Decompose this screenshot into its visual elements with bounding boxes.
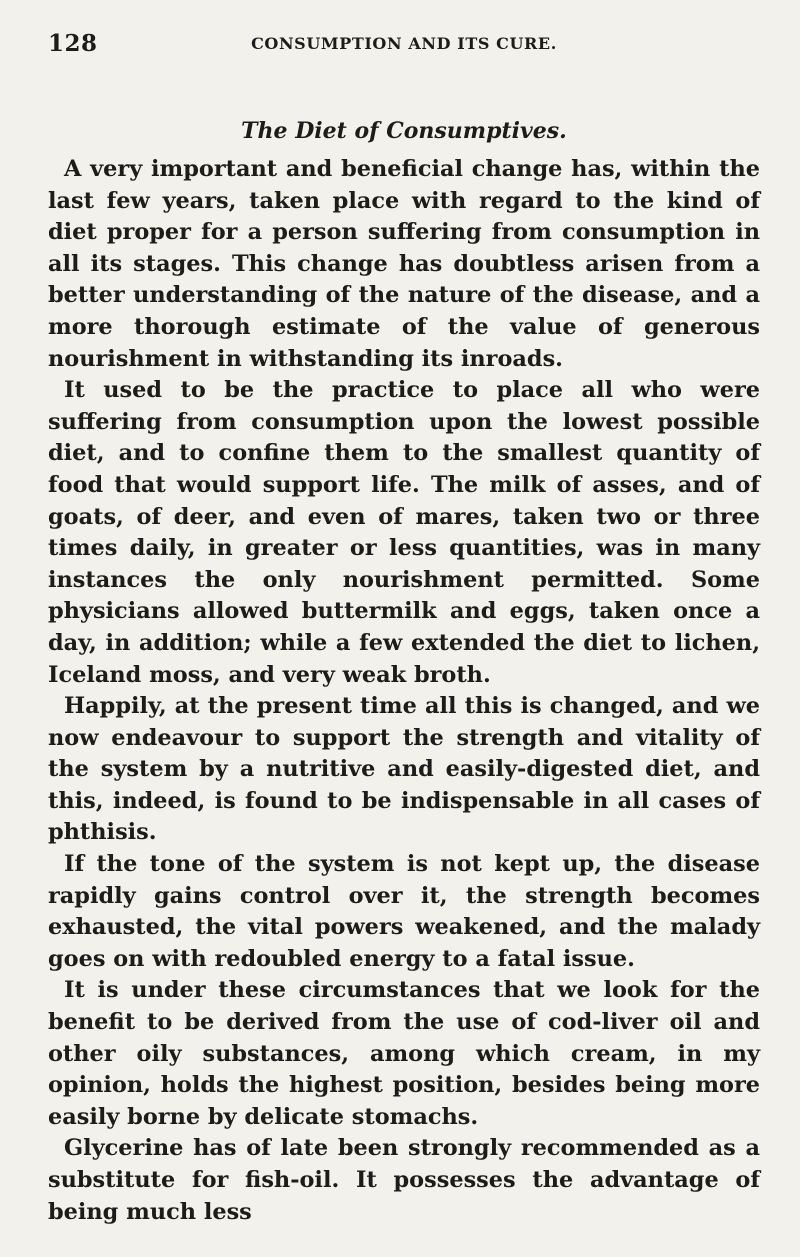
section-title: The Diet of Consumptives. [241,118,567,144]
body-text [48,154,760,1228]
paragraph-5: It is under these circumstances that we look for the benefit to be derived from the use of cod-liver oil and other oily substances, among which cream, in my opinion, holds the highest position, besides being more easily borne by delicate stomachs. [48,977,760,1130]
running-title: CONSUMPTION AND ITS CURE. [251,34,557,53]
page-number: 128 [48,30,98,57]
running-head [48,30,760,60]
paragraph-2: It used to be the practice to place all who were suffering from consumption upon the lowest possible diet, and to confine them to the smallest quantity of food that would support life. The milk of asses, and of goats, of deer, and even of mares, taken two or three times daily, in greater or less quantities, was in many instances the only nourishment permitted. Some physicians allowed buttermilk and eggs, taken once a day, in addition; while a few extended the diet to lichen, Iceland moss, and very weak broth. [48,377,760,688]
paragraph-1: A very important and beneficial change has, within the last few years, taken place with regard to the kind of diet proper for a person suffering from consumption in all its stages. This change has doubtless arisen from a better understanding of the nature of the disease, and a more thorough estimate of the value of generous nourishment in withstanding its inroads. [48,156,760,372]
paragraph-3: Happily, at the present time all this is changed, and we now endeavour to support the strength and vitality of the system by a nutritive and easily-digested diet, and this, indeed, is found to be indispensable in all cases of phthisis. [48,693,760,846]
paragraph-4: If the tone of the system is not kept up, the disease rapidly gains control over it, the strength becomes exhausted, the vital powers weakened, and the malady goes on with redoubled energy to a fatal issue. [48,851,760,972]
paragraph-6: Glycerine has of late been strongly recommended as a substitute for fish-oil. It possesses the advantage of being much less [48,1135,760,1225]
